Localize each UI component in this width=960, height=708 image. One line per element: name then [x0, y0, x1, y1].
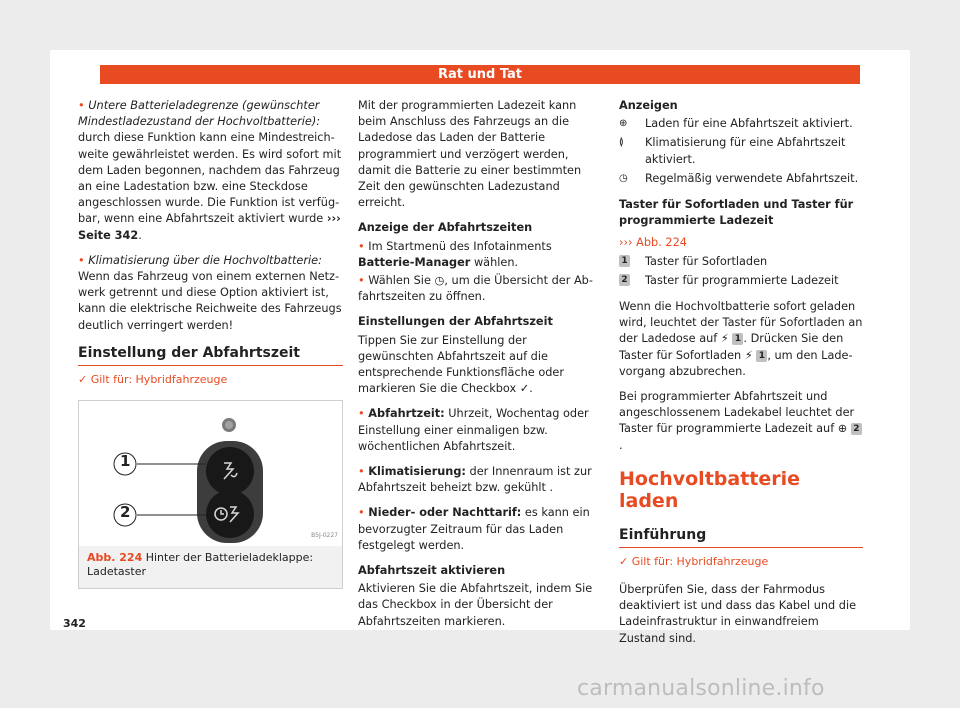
column-middle: [358, 98, 603, 639]
option-climate: [358, 464, 603, 496]
charging-clock-icon: ⊕: [837, 422, 848, 436]
callout-number: 1: [756, 350, 767, 362]
column-right: [619, 98, 863, 656]
callout-number: 2: [619, 274, 630, 286]
bullet-icon: •: [78, 253, 85, 267]
option-text: der Innenraum ist zur Abfahrtszeit beheizt bzw. gekühlt .: [358, 465, 592, 495]
section-header: Rat und Tat: [100, 65, 860, 84]
manual-page: [50, 50, 910, 645]
legend-item-2: [619, 273, 863, 289]
step-text: , um die Übersicht der Abfahrtszeiten zu öffnen.: [358, 274, 593, 304]
watermark: carmanualsonline.info: [577, 676, 825, 701]
paragraph-text: Bei programmierter Abfahrtszeit und angeschlossenem Ladekabel leuchtet der Taster für programmierte Ladezeit auf: [619, 390, 855, 436]
section-title: Einführung: [619, 526, 707, 543]
indicator-regular: [619, 171, 863, 187]
plug-icon: ⚡: [744, 348, 753, 362]
bullet-icon: •: [358, 239, 365, 253]
plug-icon: ⚡: [720, 332, 729, 346]
check-icon: ✓: [78, 372, 88, 386]
callout-number: 1: [619, 255, 630, 267]
step-text: Im Startmenü des Infotainments: [368, 239, 552, 253]
callout-2: 2: [120, 503, 131, 522]
paragraph-text: . Drücken Sie den Taster für Sofortladen: [619, 332, 844, 362]
figure-code: B5J-0227: [311, 531, 338, 539]
chapter-title: Hochvoltbatterie laden: [619, 467, 801, 512]
recurring-clock-icon: ◷: [619, 172, 628, 184]
section-divider: [78, 365, 343, 366]
charging-clock-icon: ⊕: [619, 118, 628, 130]
figure-image: [79, 401, 342, 546]
scheduled-charge-paragraph: [619, 389, 863, 454]
intro-paragraph: Überprüfen Sie, dass der Fahrmodus deaktiviert ist und dass das Kabel und die Ladeinfrastruktur in einwandfreiem Zustand sind.: [619, 583, 857, 645]
step-1: [358, 239, 603, 271]
indicator-text: Laden für eine Abfahrtszeit aktiviert.: [645, 117, 853, 131]
bullet-icon: •: [358, 465, 365, 479]
caption-number: Abb. 224: [87, 551, 143, 565]
indicator-text: Klimatisierung für eine Abfahrtszeit aktiviert.: [645, 136, 846, 166]
instant-charge-button: [206, 447, 254, 495]
page-link[interactable]: ››› Seite 342: [78, 212, 341, 242]
section-divider: [619, 547, 863, 548]
heading-anzeige: Anzeige der Abfahrtszeiten: [358, 221, 533, 235]
heading-taster: Taster für Sofortladen und Taster für programmierte Ladezeit: [619, 198, 854, 228]
indicator-text: Regelmäßig verwendete Abfahrtszeit.: [645, 171, 859, 185]
figure-charging-buttons: [78, 400, 343, 589]
legend-text: Taster für Sofortladen: [645, 254, 768, 268]
climate-icon: ≬: [619, 137, 624, 149]
applicability-text: Gilt für: Hybridfahrzeuge: [90, 372, 228, 386]
heading-anzeigen: Anzeigen: [619, 99, 678, 112]
scheduled-charge-button: [206, 490, 254, 538]
intro-paragraph: Mit der programmierten Ladezeit kann beim Anschluss des Fahrzeugs an die Ladedose das Laden der Batterie programmiert und verzögert werden, damit die Batterie zu einer bestimmten Zeit den gewünschten Ladezustand erreicht.: [358, 99, 582, 210]
item-text: Wenn das Fahrzeug von einem externen Netzwerk getrennt und diese Option aktiviert ist, kann die elektrische Reichweite des Fahrzeugs deutlich verringert werden!: [78, 270, 342, 332]
activate-paragraph: Aktivieren Sie die Abfahrtszeit, indem Sie das Checkbox in der Übersicht der Abfahrtszeiten markieren.: [358, 582, 593, 628]
applicability-text: Gilt für: Hybridfahrzeuge: [631, 554, 769, 568]
item-title: Untere Batterieladegrenze (gewünschter Mindestladezustand der Hochvoltbatterie):: [78, 99, 321, 129]
applicability-note: [78, 372, 343, 388]
column-left: [78, 98, 343, 589]
step-text: wählen.: [473, 255, 519, 269]
callout-number: 2: [851, 423, 862, 435]
heading-einstellungen: Einstellungen der Abfahrtszeit: [358, 315, 553, 329]
option-title: Nieder- oder Nachttarif:: [368, 506, 522, 520]
figure-caption: [79, 546, 342, 588]
legend-item-1: [619, 254, 863, 270]
caption-text: Hinter der Batterieladeklappe: Ladetaster: [87, 551, 314, 579]
bullet-icon: •: [358, 506, 365, 520]
step-2: [358, 273, 603, 305]
option-text: es kann ein bevorzugter Zeitraum für das Laden festgelegt werden.: [358, 506, 590, 552]
check-icon: ✓: [619, 554, 629, 568]
indicator-charging: [619, 116, 863, 132]
paragraph-battery-limit: • Untere Batterieladegrenze (gewünschter Mindestladezustand der Hochvoltbatterie): durch diese Funktion kann eine Mindestreichweite gewährleistet werden. Es wird sofort mit dem Laden begonnen, nachdem das Fahrzeug an eine Ladestation bzw. eine Steckdose angeschlossen wurde. Die Funktion ist verfügbar, wenn eine Abfahrtszeit aktiviert wurde ››› Seite 342.: [78, 99, 342, 242]
item-text: durch diese Funktion kann eine Mindestreichweite gewährleistet werden. Es wird sofort mit dem Laden begonnen, nachdem das Fahrzeug an eine Ladestation bzw. eine Steckdose angeschlossen wurde. Die Funktion ist verfügbar, wenn eine Abfahrtszeit aktiviert wurde: [78, 131, 342, 226]
item-title: Klimatisierung über die Hochvoltbatterie:: [88, 253, 322, 267]
paragraph-text: Wenn die Hochvoltbatterie sofort geladen wird, leuchtet der Taster für Sofortladen an der Ladedose auf: [619, 300, 863, 346]
settings-paragraph: Tippen Sie zur Einstellung der gewünschten Abfahrtszeit auf die entsprechende Funktionsfläche oder markieren Sie die Checkbox ✓.: [358, 333, 565, 396]
bullet-icon: •: [78, 99, 85, 112]
indicator-climate: [619, 135, 863, 167]
instant-charge-paragraph: [619, 299, 863, 380]
charging-buttons-illustration: [79, 401, 342, 546]
callout-1: 1: [120, 452, 131, 471]
callout-number: 1: [732, 333, 743, 345]
heading-aktivieren: Abfahrtszeit aktivieren: [358, 564, 506, 578]
paragraph-climate: [78, 253, 343, 334]
option-departure: [358, 406, 603, 455]
menu-name: Batterie-Manager: [358, 255, 471, 269]
bullet-icon: •: [358, 407, 365, 421]
page-number: 342: [63, 617, 86, 630]
legend-text: Taster für programmierte Ladezeit: [645, 273, 839, 287]
paragraph-text: , um den Ladevorgang abzubrechen.: [619, 348, 853, 378]
clock-icon: ◷: [434, 274, 445, 288]
option-text: Uhrzeit, Wochentag oder Einstellung einer einmaligen bzw. wöchentlichen Abfahrtszeit.: [358, 407, 589, 453]
section-title: Einstellung der Abfahrtszeit: [78, 344, 300, 361]
step-text: Wählen Sie: [368, 274, 431, 288]
option-title: Klimatisierung:: [368, 465, 466, 479]
paragraph-text: .: [619, 438, 623, 452]
figure-reference[interactable]: ››› Abb. 224: [619, 236, 687, 250]
bullet-icon: •: [358, 274, 365, 288]
option-title: Abfahrtzeit:: [368, 407, 445, 421]
applicability-note: [619, 554, 863, 570]
option-tariff: [358, 505, 603, 554]
